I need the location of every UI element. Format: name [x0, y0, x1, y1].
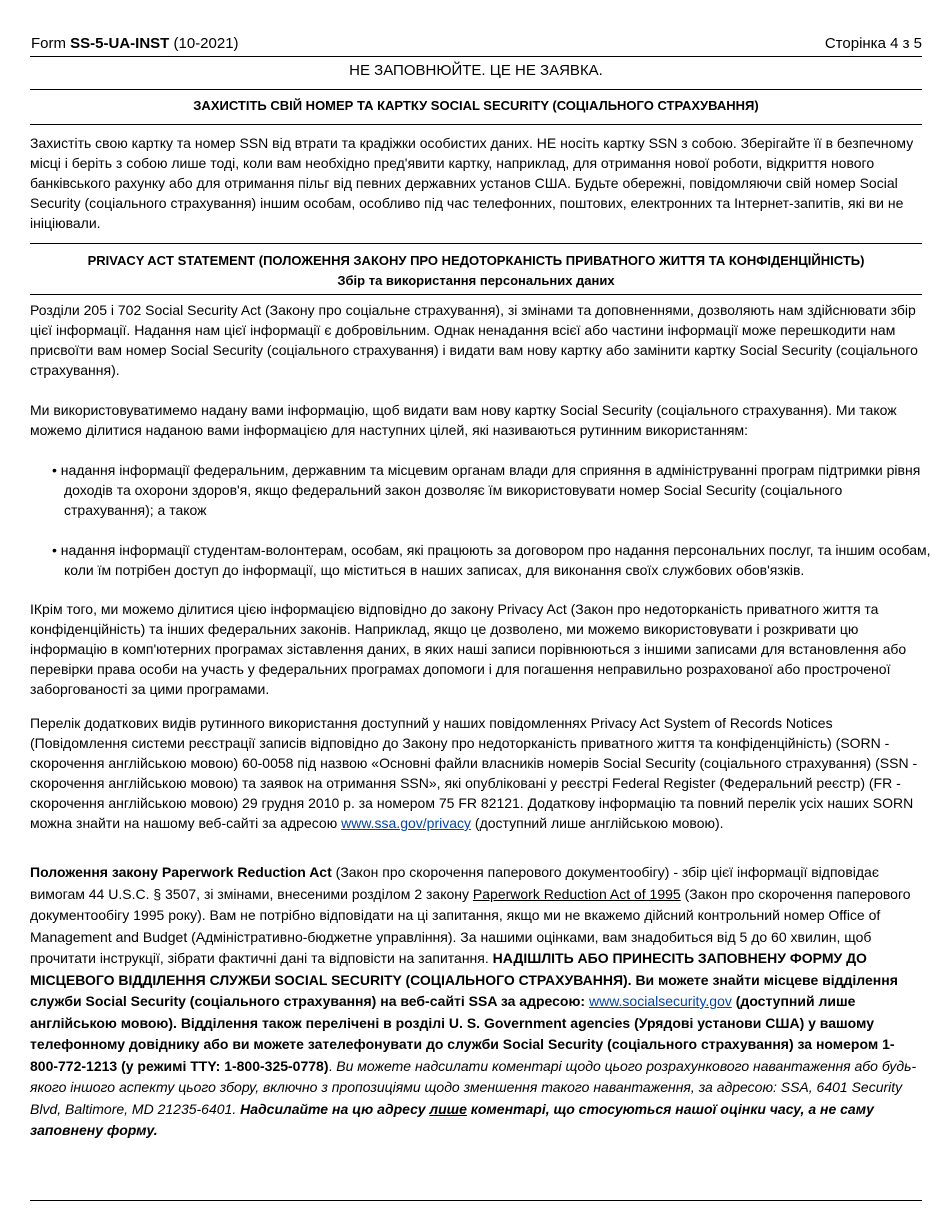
page-number: Сторінка 4 з 5: [824, 35, 922, 52]
routine-use-bullet: • надання інформації федеральним, державним та місцевим органам влади для сприяння в адмініструванні програм підтримки рівня доходів та охорони здоров'я, якщо федеральний закон дозволяє їм використовувати номер Social Security (соціального страхування); а також: [52, 462, 921, 518]
protect-paragraph: Захистіть свою картку та номер SSN від втрати та крадіжки особистих даних. НЕ носіть картку SSN з собою. Зберігайте її в безпечному місці і беріть з собою лише тоді, коли вам необхідно пред'явити картку, наприклад, для отримання нової роботи, відкриття нового банківського рахунку або для отримання пільг від певних державних установ США. Будьте обережні, повідомляючи свій номер Social Security (соціального страхування) іншим особам, особливо під час телефонних, поштових, електронних та Інтернет-запитів, які ви не ініціювали.: [30, 135, 914, 231]
privacy-paragraph-sharing: ІКрім того, ми можемо ділитися цією інформацією відповідно до закону Privacy Act (Закон про недоторканість приватного життя та конфіденційність) та інших федеральних законів. Наприклад, якщо це дозволено, ми можемо використовувати і розкривати цю інформацію в комп'ютерних програмах зіставлення даних, в яких наші записи порівнюються з іншими записами для встановлення або перевірки права особи на участь у федеральних програмах допомоги і для погашення неправильно розрахованої або простроченої заборгованості за цими програмами.: [30, 601, 907, 697]
privacy-section-title: PRIVACY ACT STATEMENT (ПОЛОЖЕННЯ ЗАКОНУ ПРО НЕДОТОРКАНІСТЬ ПРИВАТНОГО ЖИТТЯ ТА КОНФІДЕНЦІЙНІСТЬ): [87, 253, 865, 268]
privacy-section-subtitle: Збір та використання персональних даних: [337, 273, 615, 288]
paperwork-reduction-paragraph: Положення закону Paperwork Reduction Act (Закон про скорочення паперового документообігу) - збір цієї інформації відповідає вимогам 44 U.S.C. § 3507, зі змінами, внесеними розділом 2 закону Paperwork Reduction Act of 1995 (Закон про скорочення паперового документообігу 1995 року). Вам не потрібно відповідати на ці запитання, якщо ми не вкажемо дійсний контрольний номер Office of Management and Budget (Адміністративно-бюджетне управління). За нашими оцінками, вам знадобиться від 5 до 60 хвилин, щоб прочитати інструкції, зібрати фактичні дані та відповісти на запитання. НАДІШЛІТЬ АБО ПРИНЕСІТЬ ЗАПОВНЕНУ ФОРМУ ДО МІСЦЕВОГО ВІДДІЛЕННЯ СЛУЖБИ SOCIAL SECURITY (СОЦІАЛЬНОГО СТРАХУВАННЯ). Ви можете знайти місцеве відділення служби Social Security (соціального страхування) на веб-сайті SSA за адресою: www.socialsecurity.gov (доступний лише англійською мовою). Відділення також перелічені в розділі U. S. Government agencies (Урядові установи США) у вашому телефонному довіднику або ви можете зателефонувати до служби Social Security (соціального страхування) за номером 1-800-772-1213 (у режимі TTY: 1-800-325-0778). Ви можете надсилати коментарі щодо цього розрахункового навантаження або будь-якого іншого аспекту цього збору, включно з пропозиціями щодо зменшення такого навантаження, за адресою: SSA, 6401 Security Blvd, Baltimore, MD 21235-6401. Надсилайте на цю адресу лише коментарі, що стосуються нашої оцінки часу, а не саму заповнену форму.: [30, 864, 917, 1138]
page-header: [30, 35, 922, 55]
divider: [30, 294, 922, 295]
routine-use-bullet: • надання інформації студентам-волонтерам, особам, які працюють за договором про надання персональних послуг, та іншим особам, коли їм потрібен доступ до інформації, що міститься в наших записах, для виконання своїх службових обов'язків.: [52, 542, 931, 578]
header-divider: [30, 56, 922, 57]
privacy-paragraph-sorn: Перелік додаткових видів рутинного використання доступний у наших повідомленнях Privacy Act System of Records Notices (Повідомлення системи реєстрації записів відповідно до Закону про недоторканість приватного життя та конфіденційність) (SORN - скорочення англійською мовою) 60-0058 під назвою «Основні файли власників номерів Social Security (соціального страхування) (SSN - скорочення англійською мовою) та заявок на отримання SSN», які опубліковані у реєстрі Federal Register (Федеральний реєстр) (FR - скорочення англійською мовою) 29 грудня 2010 р. за номером 75 FR 82121. Додаткову інформацію та повний перелік усіх наших SORN можна знайти на нашому веб-сайті за адресою www.ssa.gov/privacy (доступний лише англійською мовою).: [30, 715, 918, 831]
not-an-application-notice: НЕ ЗАПОВНЮЙТЕ. ЦЕ НЕ ЗАЯВКА.: [349, 62, 603, 79]
divider: [30, 124, 922, 125]
footer-divider: [30, 1200, 922, 1201]
paperwork-act-link: Paperwork Reduction Act of 1995: [472, 885, 681, 902]
socialsecurity-gov-link[interactable]: www.socialsecurity.gov: [588, 993, 732, 1009]
divider: [30, 89, 922, 90]
ssa-privacy-link[interactable]: www.ssa.gov/privacy: [341, 815, 472, 831]
privacy-paragraph-authority: Розділи 205 і 702 Social Security Act (Закону про соціальне страхування), зі змінами та доповненнями, дозволяють нам здійснювати збір цієї інформації. Надання нам цієї інформації є добровільним. Однак ненадання всієї або частини інформації може перешкодити нам присвоїти вам номер Social Security (соціального страхування) і видати вам нову картку або замінити картку Social Security (соціального страхування).: [30, 302, 918, 378]
privacy-paragraph-use: Ми використовуватимемо надану вами інформацію, щоб видати вам нову картку Social Security (соціального страхування). Ми також можемо ділитися наданою вами інформацією для наступних цілей, які називаються рутинним використанням:: [30, 402, 897, 438]
protect-section-title: ЗАХИСТІТЬ СВІЙ НОМЕР ТА КАРТКУ SOCIAL SECURITY (СОЦІАЛЬНОГО СТРАХУВАННЯ): [193, 98, 759, 113]
form-id: Form SS-5-UA-INST (10-2021): [31, 35, 239, 52]
divider: [30, 243, 922, 244]
